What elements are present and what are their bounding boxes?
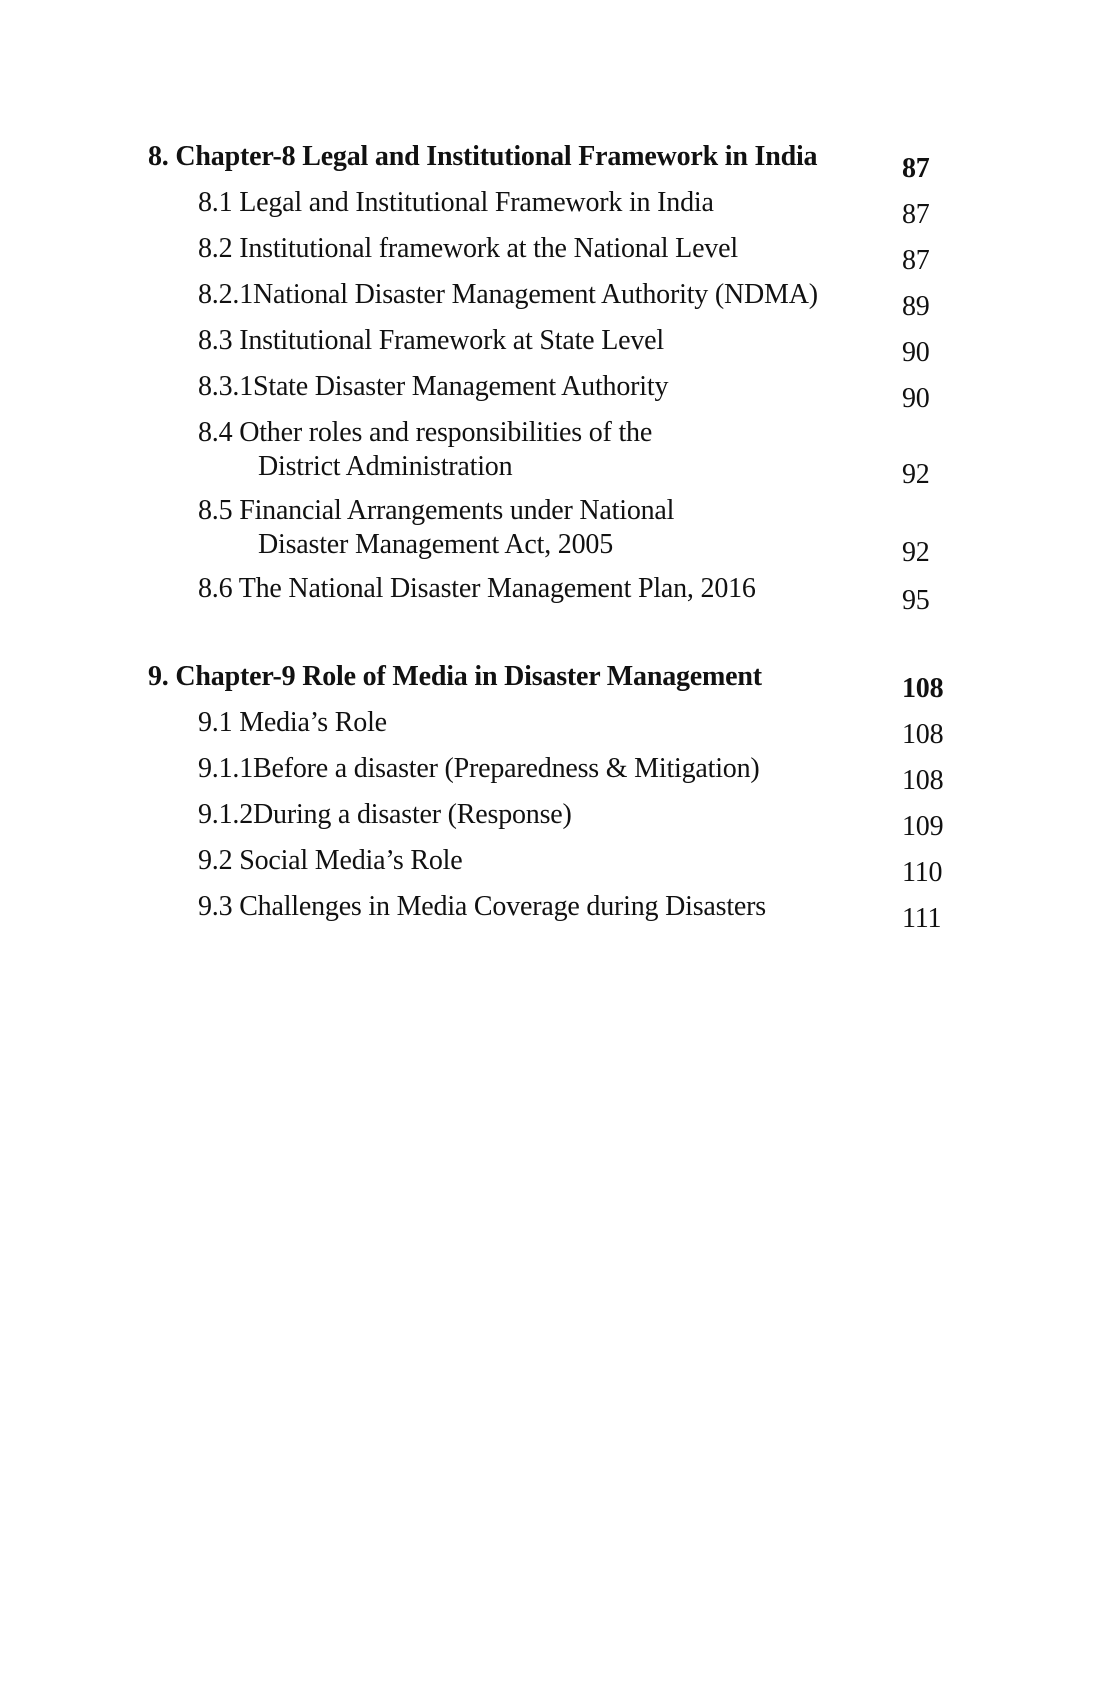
toc-entry — [148, 232, 948, 278]
chapter-title: 8. Chapter-8 Legal and Institutional Framework in India — [148, 141, 818, 172]
toc-entry — [148, 890, 948, 936]
toc-entry-page: 90 — [902, 337, 930, 368]
toc-entry-page: 92 — [902, 537, 930, 568]
toc-entry-title-continuation: District Administration — [258, 451, 513, 482]
toc-entry — [148, 844, 948, 890]
chapter-heading — [148, 660, 948, 706]
toc-entry-title: 9.1.2During a disaster (Response) — [198, 799, 572, 830]
toc-entry-page: 90 — [902, 383, 930, 414]
toc-entry-page: 110 — [902, 857, 943, 888]
toc-entry-page: 108 — [902, 719, 944, 750]
toc-entry — [148, 706, 948, 752]
toc-entry-title: 8.3.1State Disaster Management Authority — [198, 371, 669, 402]
toc-entry — [148, 186, 948, 232]
toc-entry — [148, 494, 948, 570]
toc-chapter-8 — [148, 140, 948, 618]
toc-entry-page: 87 — [902, 199, 930, 230]
chapter-page-number: 108 — [902, 673, 944, 704]
toc-entry — [148, 752, 948, 798]
toc-entry-title: 9.3 Challenges in Media Coverage during Disasters — [198, 891, 766, 922]
toc-entry-page: 89 — [902, 291, 930, 322]
toc-entry — [148, 798, 948, 844]
toc-entry — [148, 324, 948, 370]
toc-entry-page: 109 — [902, 811, 944, 842]
toc-entry-page: 95 — [902, 585, 930, 616]
toc-entry-page: 108 — [902, 765, 944, 796]
toc-entry — [148, 416, 948, 492]
toc-entry-title: 9.2 Social Media’s Role — [198, 845, 463, 876]
toc-entry-title: 8.2.1National Disaster Management Authority (NDMA) — [198, 279, 818, 310]
toc-entry-page: 92 — [902, 459, 930, 490]
toc-entry-page: 87 — [902, 245, 930, 276]
toc-entry-title: 8.5 Financial Arrangements under National — [198, 495, 675, 526]
toc-entry-title: 8.1 Legal and Institutional Framework in India — [198, 187, 714, 218]
toc-entry-title: 8.6 The National Disaster Management Plan, 2016 — [198, 573, 756, 604]
toc-entry-title: 8.3 Institutional Framework at State Level — [198, 325, 664, 356]
toc-entry-title: 9.1 Media’s Role — [198, 707, 387, 738]
toc-entry-page: 111 — [902, 903, 942, 934]
toc-entry — [148, 278, 948, 324]
toc-entry-title: 8.4 Other roles and responsibilities of the — [198, 417, 653, 448]
toc-chapter-9 — [148, 660, 948, 936]
toc-entry-title: 9.1.1Before a disaster (Preparedness & Mitigation) — [198, 753, 760, 784]
toc-entry-title: 8.2 Institutional framework at the National Level — [198, 233, 738, 264]
toc-entry — [148, 572, 948, 618]
chapter-heading — [148, 140, 948, 186]
toc-entry — [148, 370, 948, 416]
chapter-page-number: 87 — [902, 153, 930, 184]
toc-entry-title-continuation: Disaster Management Act, 2005 — [258, 529, 614, 560]
chapter-title: 9. Chapter-9 Role of Media in Disaster Management — [148, 661, 762, 692]
